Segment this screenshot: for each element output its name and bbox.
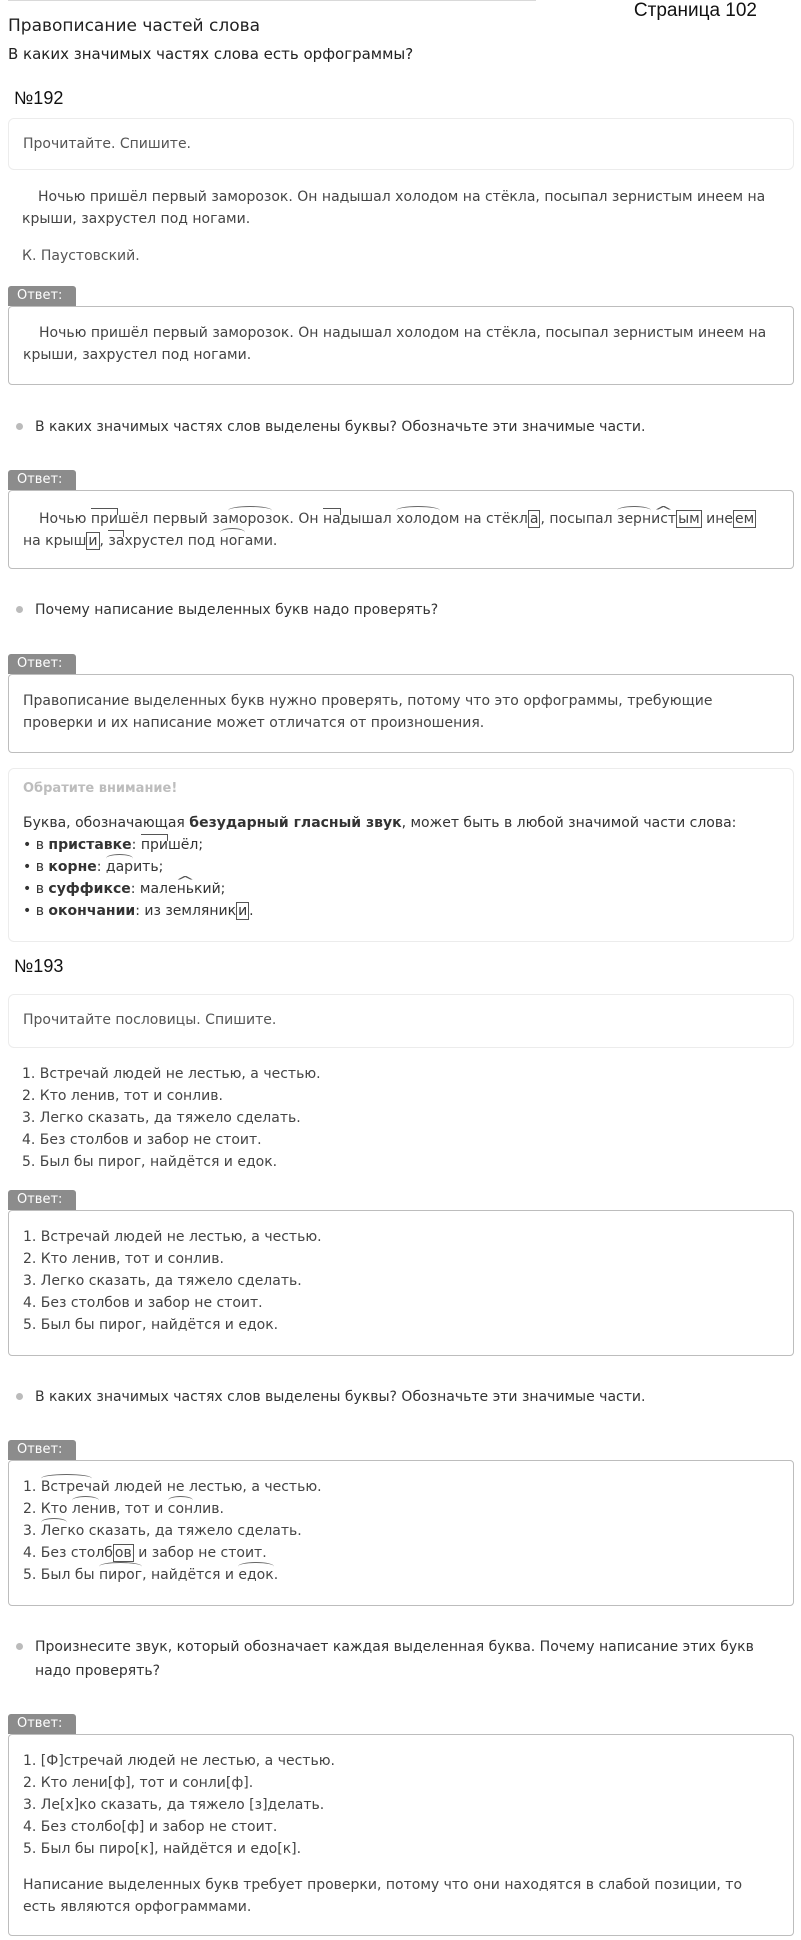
suffix-mark: ^ ист	[651, 511, 676, 527]
answer-line	[23, 1520, 779, 1542]
answer-line: 1. [Ф]стречай людей не лестью, а честью.	[23, 1753, 335, 1769]
ending-mark: ым	[678, 511, 700, 527]
word-part: на крыш	[23, 533, 87, 549]
answer-line: 3. Легко сказать, да тяжело сделать.	[23, 1273, 302, 1289]
word-part: 5. Был бы	[23, 1567, 100, 1583]
top-divider	[8, 0, 536, 1]
root-mark: мороз	[228, 511, 273, 527]
word-part: ить;	[133, 859, 164, 875]
page-question: В каких значимых частях слова есть орфограммы?	[8, 45, 414, 63]
exercise-192-question-2	[16, 415, 796, 439]
root-mark: едок	[238, 1567, 274, 1583]
root-mark: зерн	[617, 511, 652, 527]
word-part: 3.	[23, 1523, 41, 1539]
note-intro-bold: безударный гласный звук	[189, 815, 402, 831]
exercise-193-answer-1	[8, 1210, 794, 1356]
bullet-text: • в	[23, 881, 49, 897]
note-term: окончании	[48, 903, 136, 919]
exercise-192-task-card	[8, 118, 794, 170]
attention-note	[8, 768, 794, 942]
bullet-text: • в	[23, 837, 49, 853]
exercise-193-question-2	[16, 1385, 796, 1409]
answer-line: 4. Без столбов и забор не стоит.	[23, 1295, 263, 1311]
answer-label: Ответ:	[8, 1190, 76, 1210]
exercise-193-answer-2	[8, 1460, 794, 1606]
answer-line: 3. Ле[х]ко сказать, да тяжело [з]делать.	[23, 1797, 325, 1813]
word-part: ами.	[244, 533, 278, 549]
word-part: ,	[99, 533, 109, 549]
answer-line	[23, 1476, 779, 1498]
answer-line: 2. Кто ленив, тот и сонлив.	[23, 1251, 224, 1267]
bullet-icon	[16, 423, 23, 430]
colon-text: :	[130, 881, 140, 897]
note-intro-a: Буква, обозначающая	[23, 815, 190, 831]
word-part: 1.	[23, 1479, 41, 1495]
word-part: ай людей не лестью, а честью.	[92, 1479, 322, 1495]
bullet-text: • в	[23, 859, 49, 875]
prefix-mark: на	[322, 511, 341, 527]
proverb-line: 1. Встречай людей не лестью, а честью.	[22, 1066, 321, 1082]
question-3-text: Почему написание выделенных букв надо проверять?	[35, 602, 439, 618]
root-mark: Встреч	[40, 1479, 93, 1495]
proverb-line: 4. Без столбов и забор не стоит.	[22, 1132, 262, 1148]
ending-mark: а	[529, 511, 539, 527]
colon-text: :	[131, 837, 141, 853]
answer-line	[23, 1498, 779, 1520]
proverb-line: 2. Кто ленив, тот и сонлив.	[22, 1088, 223, 1104]
prefix-mark: при	[140, 837, 168, 853]
answer-label: Ответ:	[8, 1440, 76, 1460]
note-item-suffix	[23, 878, 779, 900]
ending-mark: ов	[114, 1545, 132, 1561]
proverb-line: 5. Был бы пирог, найдётся и едок.	[22, 1154, 278, 1170]
note-item-prefix	[23, 834, 779, 856]
answer-line	[23, 1542, 779, 1564]
answer-3-note: Написание выделенных букв требует проверки, потому что они находятся в слабой позиции, то есть являются орфограммами.	[23, 1877, 743, 1915]
exercise-192-question-3	[16, 598, 796, 622]
note-title: Обратите внимание!	[23, 781, 178, 796]
exercise-192-text: Ночью пришёл первый заморозок. Он надышал холодом на стёкла, посыпал зернистым инеем на крыши, захрустел под ногами.	[22, 189, 766, 227]
ending-mark: и	[88, 533, 98, 549]
answer-line: 5. Был бы пирог, найдётся и едок.	[23, 1317, 279, 1333]
question-2-text: В каких значимых частях слов выделены буквы? Обозначьте эти значимые части.	[35, 419, 646, 435]
ending-mark: ем	[735, 511, 755, 527]
question-3-line-1: Произнесите звук, который обозначает каждая выделенная буква. Почему написание этих букв	[35, 1639, 754, 1655]
word-part: ив, тот и	[98, 1501, 168, 1517]
answer-line: 1. Встречай людей не лестью, а честью.	[23, 1229, 322, 1245]
answer-line	[23, 1564, 779, 1586]
answer-line: 5. Был бы пиро[к], найдётся и едо[к].	[23, 1841, 302, 1857]
page-label: Страница 102	[633, 0, 757, 21]
root-mark: ног	[219, 533, 245, 549]
bullet-icon	[16, 1393, 23, 1400]
exercise-193-answer-3	[8, 1734, 794, 1936]
answer-label: Ответ:	[8, 654, 76, 674]
word-part: мал	[139, 881, 168, 897]
root-mark: Лег	[40, 1523, 68, 1539]
word-part: лив.	[193, 1501, 224, 1517]
answer-label: Ответ:	[8, 470, 76, 490]
root-mark: дар	[105, 859, 134, 875]
note-intro	[23, 812, 779, 834]
answer-label: Ответ:	[8, 286, 76, 306]
exercise-193-number: №193	[14, 956, 64, 976]
bullet-icon	[16, 606, 23, 613]
word-part: ко сказать, да тяжело сделать.	[67, 1523, 302, 1539]
question-2-text: В каких значимых частях слов выделены буквы? Обозначьте эти значимые части.	[35, 1389, 646, 1405]
root-mark: лен	[71, 1501, 99, 1517]
prefix-mark: при	[90, 511, 118, 527]
word-part: ине	[701, 511, 734, 527]
answer-1-text: Ночью пришёл первый заморозок. Он надышал холодом на стёкла, посыпал зернистым инеем на крыши, захрустел под ногами.	[23, 325, 767, 363]
ending-mark: и	[238, 903, 248, 919]
suffix-mark: ^ еньк	[168, 881, 202, 897]
word-part: шёл;	[167, 837, 204, 853]
answer-line: 4. Без столбо[ф] и забор не стоит.	[23, 1819, 278, 1835]
word-part: ом на стёкл	[440, 511, 528, 527]
question-3-line-2: надо проверять?	[35, 1663, 161, 1679]
word-part: шёл первый за	[118, 511, 229, 527]
word-part: , найдётся и	[142, 1567, 239, 1583]
proverb-line: 3. Легко сказать, да тяжело сделать.	[22, 1110, 301, 1126]
word-part: , посыпал	[540, 511, 617, 527]
word-part: хрустел под	[124, 533, 220, 549]
root-mark: холод	[396, 511, 441, 527]
answer-3-text: Правописание выделенных букв нужно проверять, потому что это орфограммы, требующие проверки и их написание может отличатся от произношения.	[23, 693, 713, 731]
word-part: ок. Он	[272, 511, 323, 527]
note-term: приставке	[48, 837, 132, 853]
exercise-193-task: Прочитайте пословицы. Спишите.	[23, 1012, 277, 1028]
exercise-192-author: К. Паустовский.	[22, 248, 140, 264]
exercise-192-answer-2	[8, 490, 794, 569]
word-part: .	[273, 1567, 279, 1583]
word-part: дышал	[340, 511, 397, 527]
note-term: корне	[48, 859, 97, 875]
root-mark: сон	[167, 1501, 194, 1517]
root-mark: пирог	[99, 1567, 143, 1583]
answer-line: 2. Кто лени[ф], тот и сонли[ф].	[23, 1775, 254, 1791]
word-part: Ночью	[39, 511, 91, 527]
note-item-ending	[23, 900, 779, 922]
exercise-193-question-3	[16, 1635, 796, 1683]
word-part: ий;	[202, 881, 226, 897]
answer-label: Ответ:	[8, 1714, 76, 1734]
prefix-mark: за	[108, 533, 125, 549]
bullet-text: • в	[23, 903, 49, 919]
word-part: .	[249, 903, 254, 919]
note-term: суффиксе	[48, 881, 131, 897]
note-intro-c: , может быть в любой значимой части слова:	[401, 815, 737, 831]
page-title: Правописание частей слова	[8, 16, 261, 36]
colon-text: :	[135, 903, 145, 919]
exercise-193-task-card	[8, 994, 794, 1048]
exercise-192-task: Прочитайте. Спишите.	[23, 136, 192, 152]
bullet-icon	[16, 1643, 23, 1650]
note-item-root	[23, 856, 779, 878]
word-part: и забор не стоит.	[133, 1545, 267, 1561]
word-part: 2. Кто	[23, 1501, 72, 1517]
word-part: из земляник	[144, 903, 237, 919]
colon-text: :	[96, 859, 106, 875]
exercise-192-number: №192	[14, 88, 64, 108]
exercise-192-answer-3	[8, 674, 794, 753]
exercise-193-proverbs	[22, 1063, 792, 1173]
exercise-192-answer-1	[8, 306, 794, 385]
word-part: 4. Без столб	[23, 1545, 113, 1561]
